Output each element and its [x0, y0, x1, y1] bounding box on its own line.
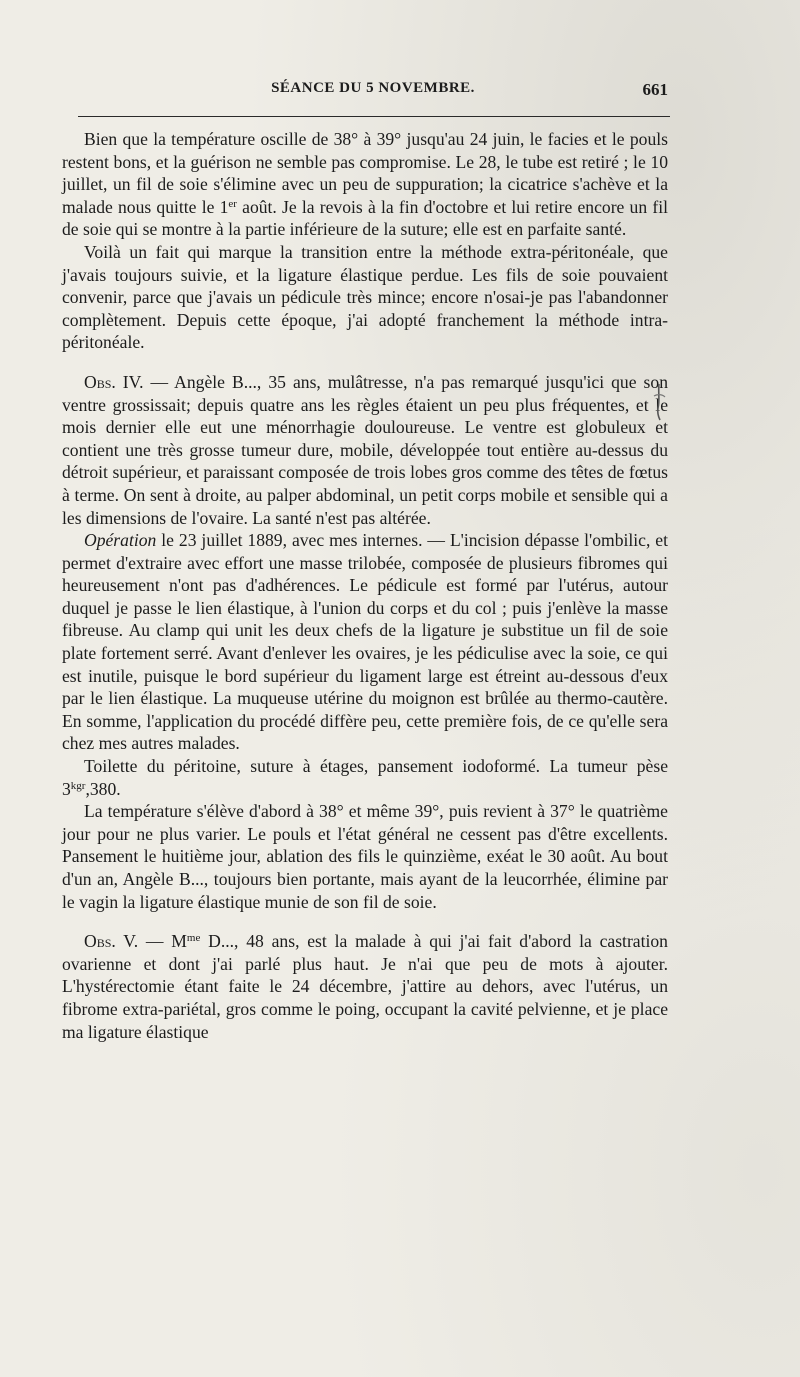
- operation-label: Opération: [84, 530, 157, 551]
- paragraph-obs-iv: [62, 371, 668, 529]
- page-number: 661: [642, 80, 668, 99]
- paragraph-1-superscript: er: [228, 197, 237, 210]
- running-head: SÉANCE DU 5 NOVEMBRE.: [271, 80, 475, 96]
- toilette-text: Toilette du péritoine, suture à étages, pansement iodoformé. La tumeur pèse: [84, 756, 668, 777]
- toilette-weight-number: 3: [62, 778, 71, 799]
- toilette-tail: ,380.: [85, 778, 121, 799]
- operation-text: le 23 juillet 1889, avec mes internes. — L'incision dépasse l'ombilic, et permet d'extraire avec effort une masse trilobée, composée de plusieurs fibromes qui heureusement n'ont pas d'adhérences. Le pédicule est formé par l'utérus, autour duquel je passe le lien élastique, à l'union du corps et du col ; puis j'enlève la masse fibreuse. Au clamp qui unit les deux chefs de la ligature je substitue un fil de soie plate fortement serré. Avant d'enlever les ovaires, je les pédiculise avec la soie, ce qui est inutile, puisque le bord supérieur du ligament large est étreint au-dessous d'eux par le lien élastique. La muqueuse utérine du moignon est brûlée au thermo-cautère. En somme, l'application du procédé diffère peu, cette première fois, de ce qu'elle sera chez mes autres malades.: [62, 530, 668, 754]
- toilette-weight-unit: kgr: [70, 779, 86, 792]
- ink-mark-icon: [650, 382, 668, 422]
- paragraph-2-text: Voilà un fait qui marque la transition entre la méthode extra-péritonéale, que j'avais toujours suivie, et la ligature élastique perdue. Les fils de soie pouvaient convenir, parce que j'avais un pédicule très mince; encore n'osai-je pas l'abandonner complètement. Depuis cette époque, j'ai adopté franchement la méthode intra-péritonéale.: [62, 241, 668, 353]
- paragraph-1: [62, 128, 668, 241]
- header-rule: [78, 116, 670, 117]
- paragraph-operation: [62, 529, 668, 755]
- obs-iv-text: — Angèle B..., 35 ans, mulâtresse, n'a pas remarqué jusqu'ici que son ventre grossissait; depuis quatre ans les règles étaient un peu plus fréquentes, et le mois dernier elle eut une ménorrhagie douloureuse. Le ventre est globuleux et contient une très grosse tumeur dure, mobile, développée tout entière au-dessus du détroit supérieur, et paraissant composée de trois lobes gros comme des têtes de fœtus à terme. On sent à droite, au palper abdominal, un petit corps mobile et sensible qui a les dimensions de l'ovaire. La santé n'est pas altérée.: [62, 371, 668, 528]
- obs-v-superscript: me: [186, 932, 201, 945]
- obs-v-tail: D..., 48 ans, est la malade à qui j'ai fait d'abord la castration ovarienne et dont j'ai parlé plus haut. Je n'ai que peu de mots à ajouter. L'hystérectomie étant faite le 24 décembre, j'attire au dehors, avec l'utérus, un fibrome extra-pariétal, gros comme le poing, occupant la cavité pelvienne, et je place ma ligature élastique: [62, 931, 668, 1042]
- paragraph-1-text: Bien que la température oscille de 38° à 39° jusqu'au 24 juin, le facies et le pouls restent bons, et la guérison ne semble pas compromise. Le 28, le tube est retiré ; le 10 juillet, un fil de soie s'élimine avec un peu de suppuration; la cicatrice s'achève et la malade nous quitte le: [62, 129, 668, 217]
- paragraph-1-tail: août. Je la revois à la fin d'octobre et lui retire encore un fil de soie qui se montre à la partie inférieure de la suture; elle est en parfaite santé.: [62, 196, 668, 240]
- paragraph-2: [62, 241, 668, 354]
- paragraph-toilette: [62, 755, 668, 800]
- obs-v-label: Obs. V.: [84, 931, 139, 952]
- page-header: [78, 80, 668, 104]
- paragraph-1-ordinal: 1: [219, 196, 229, 217]
- paragraph-temperature: [62, 800, 668, 913]
- obs-iv-label: Obs. IV.: [84, 371, 144, 392]
- body-text: [62, 128, 668, 1043]
- paragraph-obs-v: [62, 930, 668, 1043]
- temperature-text: La température s'élève d'abord à 38° et même 39°, puis revient à 37° le quatrième jour pour ne plus varier. Le pouls et l'état général ne cessent pas d'être excellents. Pansement le huitième jour, ablation des fils le quinzième, exéat le 30 août. Au bout d'un an, Angèle B..., toujours bien portante, mais ayant de la leucorrhée, élimine par le vagin la ligature élastique munie de son fil de soie.: [62, 801, 668, 912]
- obs-v-text: — M: [138, 931, 187, 952]
